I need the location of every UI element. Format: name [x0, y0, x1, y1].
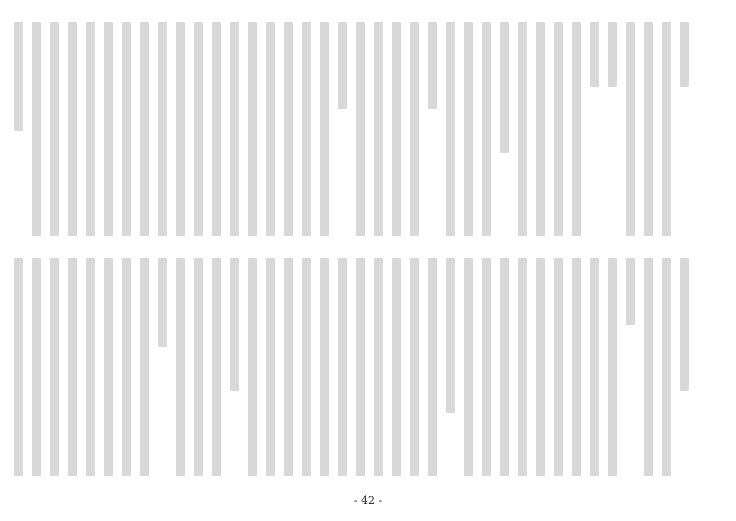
text-column [212, 258, 221, 476]
text-column [158, 258, 167, 347]
text-column [320, 258, 329, 476]
text-column [536, 258, 545, 476]
text-column [572, 22, 581, 236]
text-column [338, 258, 347, 476]
text-column [32, 258, 41, 476]
text-column [212, 22, 221, 236]
text-column [302, 22, 311, 236]
text-column [356, 258, 365, 476]
text-column [86, 22, 95, 236]
text-column [446, 22, 455, 236]
text-column [194, 258, 203, 476]
text-column [374, 22, 383, 236]
text-column [410, 258, 419, 476]
text-column [518, 22, 527, 236]
text-column [122, 22, 131, 236]
text-column [554, 22, 563, 236]
text-column [392, 258, 401, 476]
text-column [338, 22, 347, 109]
text-column [284, 22, 293, 236]
text-column [302, 258, 311, 476]
text-column [626, 22, 635, 236]
text-block-top [14, 22, 694, 240]
text-column [284, 258, 293, 476]
text-column [536, 22, 545, 236]
text-column [572, 258, 581, 476]
text-column [266, 258, 275, 476]
text-column [230, 22, 239, 236]
text-column [464, 258, 473, 476]
text-column [248, 22, 257, 236]
text-column [86, 258, 95, 476]
text-column [446, 258, 455, 413]
text-column [140, 22, 149, 236]
text-column [680, 258, 689, 391]
text-column [248, 258, 257, 476]
text-column [104, 22, 113, 236]
text-column [644, 258, 653, 476]
text-column [500, 258, 509, 476]
text-column [590, 258, 599, 476]
text-column [50, 22, 59, 236]
text-column [158, 22, 167, 236]
text-column [464, 22, 473, 236]
text-column [428, 22, 437, 109]
text-column [518, 258, 527, 476]
text-column [410, 22, 419, 236]
text-column [68, 22, 77, 236]
text-column [104, 258, 113, 476]
text-column [176, 258, 185, 476]
text-column [230, 258, 239, 391]
text-column [500, 22, 509, 153]
text-column [176, 22, 185, 236]
text-column [14, 22, 23, 131]
text-column [608, 22, 617, 87]
text-column [590, 22, 599, 87]
text-column [626, 258, 635, 325]
text-column [662, 258, 671, 476]
text-column [14, 258, 23, 476]
text-column [644, 22, 653, 236]
text-column [266, 22, 275, 236]
text-column [680, 22, 689, 87]
text-column [482, 22, 491, 236]
text-column [32, 22, 41, 236]
text-column [68, 258, 77, 476]
text-column [320, 22, 329, 236]
text-column [50, 258, 59, 476]
text-column [482, 258, 491, 476]
text-column [428, 258, 437, 476]
text-block-bottom [14, 258, 694, 480]
text-column [608, 258, 617, 476]
text-column [356, 22, 365, 236]
text-column [194, 22, 203, 236]
text-column [554, 258, 563, 476]
text-column [392, 22, 401, 236]
page-number: - 42 - [353, 494, 383, 507]
text-column [140, 258, 149, 476]
text-column [662, 22, 671, 236]
text-column [122, 258, 131, 476]
text-column [374, 258, 383, 476]
